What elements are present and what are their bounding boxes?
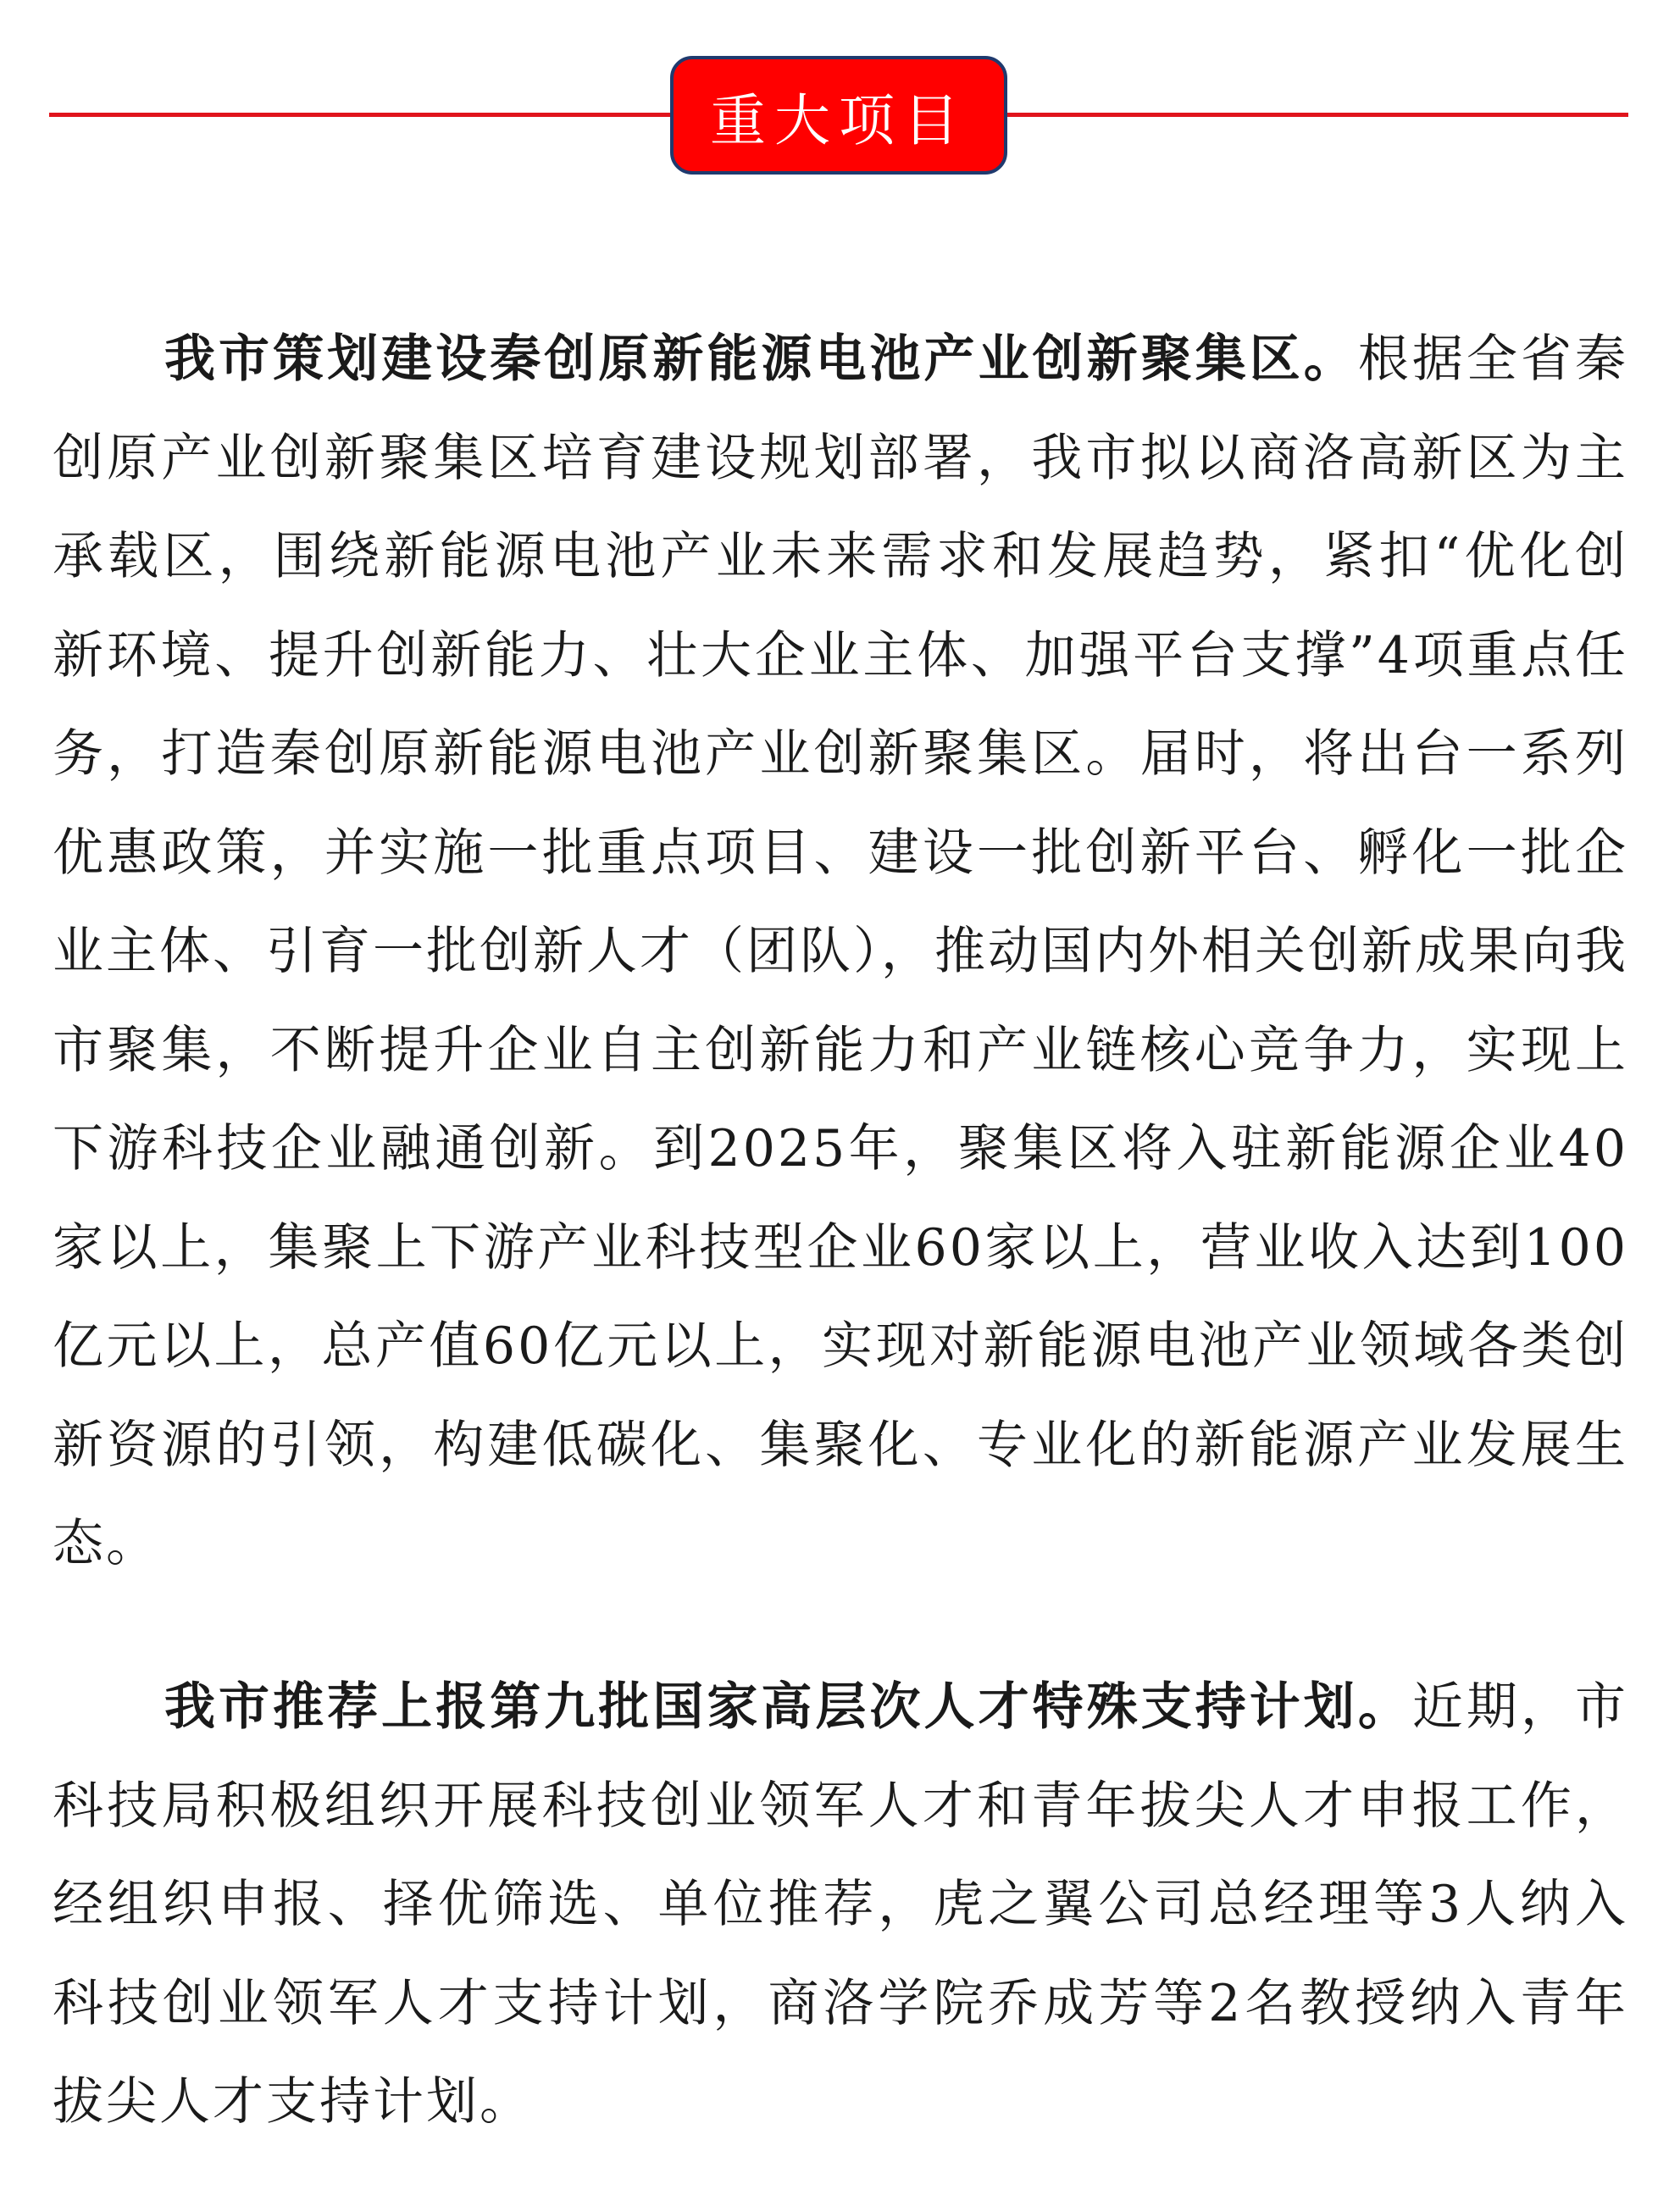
article-body: 根据全省秦创原产业创新聚集区培育建设规划部署，我市拟以商洛高新区为主承载区，围绕新能源电池产业未来需求和发展趋势，紧扣“优化创新环境、提升创新能力、壮大企业主体、加强平台支撑”4项重点任务，打造秦创原新能源电池产业创新聚集区。届时，将出台一系列优惠政策，并实施一批重点项目、建设一批创新平台、孵化一批企业主体、引育一批创新人才（团队），推动国内外相关创新成果向我市聚集，不断提升企业自主创新能力和产业链核心竞争力，实现上下游科技企业融通创新。到2025年，聚集区将入驻新能源企业40家以上，集聚上下游产业科技型企业60家以上，营业收入达到100亿元以上，总产值60亿元以上，实现对新能源电池产业领域各类创新资源的引领，构建低碳化、集聚化、专业化的新能源产业发展生态。	[53, 330, 1629, 1573]
article-headline: 我市推荐上报第九批国家高层次人才特殊支持计划。	[164, 1677, 1412, 1737]
article-headline: 我市策划建设秦创原新能源电池产业创新聚集区。	[164, 330, 1358, 389]
article-paragraph	[53, 310, 1628, 1594]
section-title: 重大项目	[710, 87, 968, 153]
article-paragraph	[53, 1658, 1628, 2152]
section-title-badge	[670, 56, 1007, 175]
article-body: 近期，市科技局积极组织开展科技创业领军人才和青年拔尖人才申报工作，经组织申报、择优筛选、单位推荐，虎之翼公司总经理等3人纳入科技创业领军人才支持计划，商洛学院乔成芳等2名教授纳入青年拔尖人才支持计划。	[53, 1677, 1629, 2132]
